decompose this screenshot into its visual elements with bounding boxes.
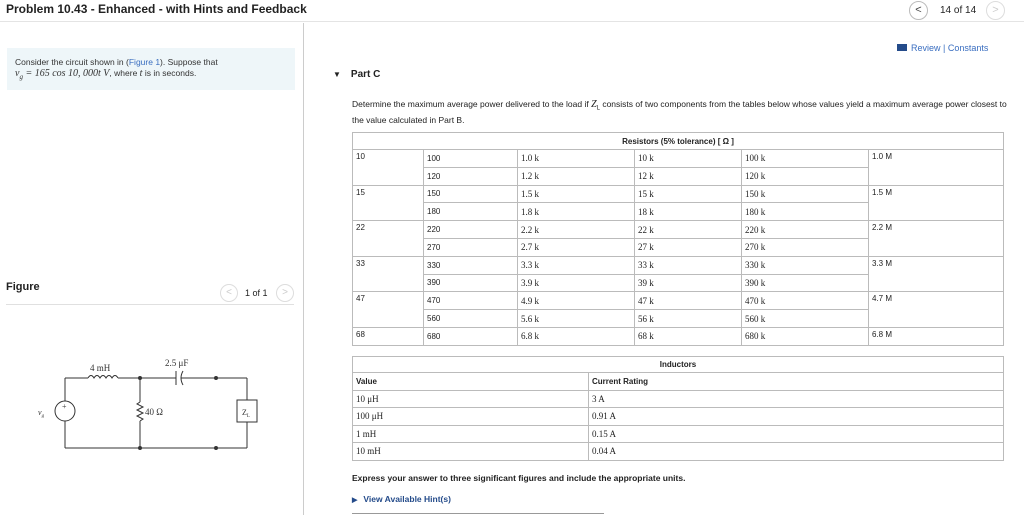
table-cell: 2.2 M [869, 221, 1004, 257]
column-header: Value [353, 373, 589, 391]
resistors-table [352, 132, 1004, 346]
table-cell: 100 [424, 150, 518, 168]
figure-heading: Figure [6, 281, 40, 293]
figure-divider [6, 304, 294, 305]
table-cell: 27 k [635, 238, 742, 256]
table-row [353, 292, 1004, 310]
review-constants-link[interactable]: Review | Constants [897, 43, 988, 53]
table-cell: 0.04 A [589, 443, 1004, 461]
table-row [353, 256, 1004, 274]
table-cell: 390 [424, 274, 518, 292]
table-cell: 120 [424, 167, 518, 185]
table-cell: 3.3 M [869, 256, 1004, 292]
table-cell: 3 A [589, 390, 1004, 408]
table-cell: 150 [424, 185, 518, 203]
table-cell: 100 μH [353, 408, 589, 426]
figure-link[interactable]: Figure 1 [128, 57, 161, 67]
table-row [353, 443, 1004, 461]
table-cell: 10 mH [353, 443, 589, 461]
table-cell: 680 [424, 327, 518, 345]
inductor-label: 4 mH [90, 363, 111, 373]
table-row [353, 221, 1004, 239]
table-cell: 270 k [742, 238, 869, 256]
chevron-left-icon: < [915, 4, 922, 16]
page-title: Problem 10.43 - Enhanced - with Hints and Feedback [6, 2, 307, 16]
source-plus: + [62, 402, 67, 411]
table-cell: 560 k [742, 310, 869, 328]
part-header[interactable]: ▼ Part C [333, 69, 381, 80]
table-cell: 1.8 k [518, 203, 635, 221]
table-cell: 270 [424, 238, 518, 256]
chevron-right-icon: > [992, 4, 999, 16]
table-cell: 22 k [635, 221, 742, 239]
table-cell: 6.8 M [869, 327, 1004, 345]
source-equation: $v_g = 165$ cos 10, 000t V [15, 68, 110, 81]
table-cell: 470 k [742, 292, 869, 310]
table-cell: 470 [424, 292, 518, 310]
table-cell: 180 [424, 203, 518, 221]
collapse-triangle-icon: ▼ [333, 70, 341, 79]
table-cell: 2.7 k [518, 238, 635, 256]
question-text: Determine the maximum average power delivered to the load if $Z_L$ consists of two components from the tables below whose values yield a maximum average power closest to the value calculated in Part B. [352, 99, 1007, 125]
answer-instructions: Express your answer to three significant figures and include the appropriate units. [352, 473, 686, 483]
resistor-label: 40 Ω [145, 407, 163, 417]
resistors-caption: Resistors (5% tolerance) [ Ω ] [353, 133, 1004, 150]
table-row [353, 408, 1004, 426]
review-icon [897, 44, 907, 51]
table-cell: 10 k [635, 150, 742, 168]
table-cell: 1.5 M [869, 185, 1004, 221]
table-cell: 10 μH [353, 390, 589, 408]
circuit-diagram [0, 330, 300, 470]
table-cell: 120 k [742, 167, 869, 185]
table-cell: 68 k [635, 327, 742, 345]
table-cell: 330 k [742, 256, 869, 274]
source-label: $v_g$ [38, 408, 45, 419]
table-row [353, 185, 1004, 203]
table-cell: 0.91 A [589, 408, 1004, 426]
inductors-header-row [353, 373, 1004, 391]
answer-box-edge [352, 513, 604, 514]
table-cell: 3.3 k [518, 256, 635, 274]
table-cell: 3.9 k [518, 274, 635, 292]
figure-prev-button[interactable] [220, 284, 238, 302]
table-cell: 0.15 A [589, 425, 1004, 443]
table-cell: 33 k [635, 256, 742, 274]
resistor-symbol [137, 402, 143, 421]
table-cell: 5.6 k [518, 310, 635, 328]
figure-counter: 1 of 1 [245, 288, 268, 298]
inductor-symbol [88, 376, 118, 379]
table-row [353, 327, 1004, 345]
table-cell: 1 mH [353, 425, 589, 443]
column-header: Current Rating [589, 373, 1004, 391]
table-cell: 390 k [742, 274, 869, 292]
table-row [353, 150, 1004, 168]
table-cell: 330 [424, 256, 518, 274]
next-problem-button[interactable] [986, 1, 1005, 20]
capacitor-label: 2.5 μF [165, 358, 189, 368]
table-cell: 18 k [635, 203, 742, 221]
inductors-table [352, 356, 1004, 461]
figure-next-button[interactable] [276, 284, 294, 302]
table-cell: 1.2 k [518, 167, 635, 185]
table-cell: 10 [353, 150, 424, 186]
table-cell: 6.8 k [518, 327, 635, 345]
table-cell: 100 k [742, 150, 869, 168]
table-cell: 47 k [635, 292, 742, 310]
table-cell: 39 k [635, 274, 742, 292]
table-cell: 680 k [742, 327, 869, 345]
table-cell: 47 [353, 292, 424, 328]
table-cell: 1.5 k [518, 185, 635, 203]
table-row [353, 425, 1004, 443]
chevron-left-icon: < [226, 287, 232, 298]
table-cell: 4.9 k [518, 292, 635, 310]
expand-triangle-icon: ▶ [352, 497, 358, 504]
table-cell: 33 [353, 256, 424, 292]
table-cell: 56 k [635, 310, 742, 328]
table-cell: 15 k [635, 185, 742, 203]
load-label: $Z_L$ [242, 408, 250, 419]
previous-problem-button[interactable] [909, 1, 928, 20]
table-cell: 560 [424, 310, 518, 328]
table-cell: 15 [353, 185, 424, 221]
table-cell: 220 [424, 221, 518, 239]
table-cell: 220 k [742, 221, 869, 239]
table-cell: 1.0 M [869, 150, 1004, 186]
chevron-right-icon: > [282, 287, 288, 298]
table-cell: 150 k [742, 185, 869, 203]
table-cell: 180 k [742, 203, 869, 221]
top-bar [0, 0, 1024, 22]
table-row [353, 390, 1004, 408]
view-hints-link[interactable]: ▶ View Available Hint(s) [352, 494, 451, 504]
table-cell: 12 k [635, 167, 742, 185]
inductors-caption: Inductors [353, 357, 1004, 373]
problem-statement: Consider the circuit shown in (Figure 1). Suppose that $v_g = 165$ cos 10, 000t V, where t is in seconds. [7, 48, 295, 90]
problem-counter: 14 of 14 [940, 5, 977, 16]
table-cell: 68 [353, 327, 424, 345]
table-cell: 22 [353, 221, 424, 257]
table-cell: 1.0 k [518, 150, 635, 168]
table-cell: 2.2 k [518, 221, 635, 239]
table-cell: 4.7 M [869, 292, 1004, 328]
